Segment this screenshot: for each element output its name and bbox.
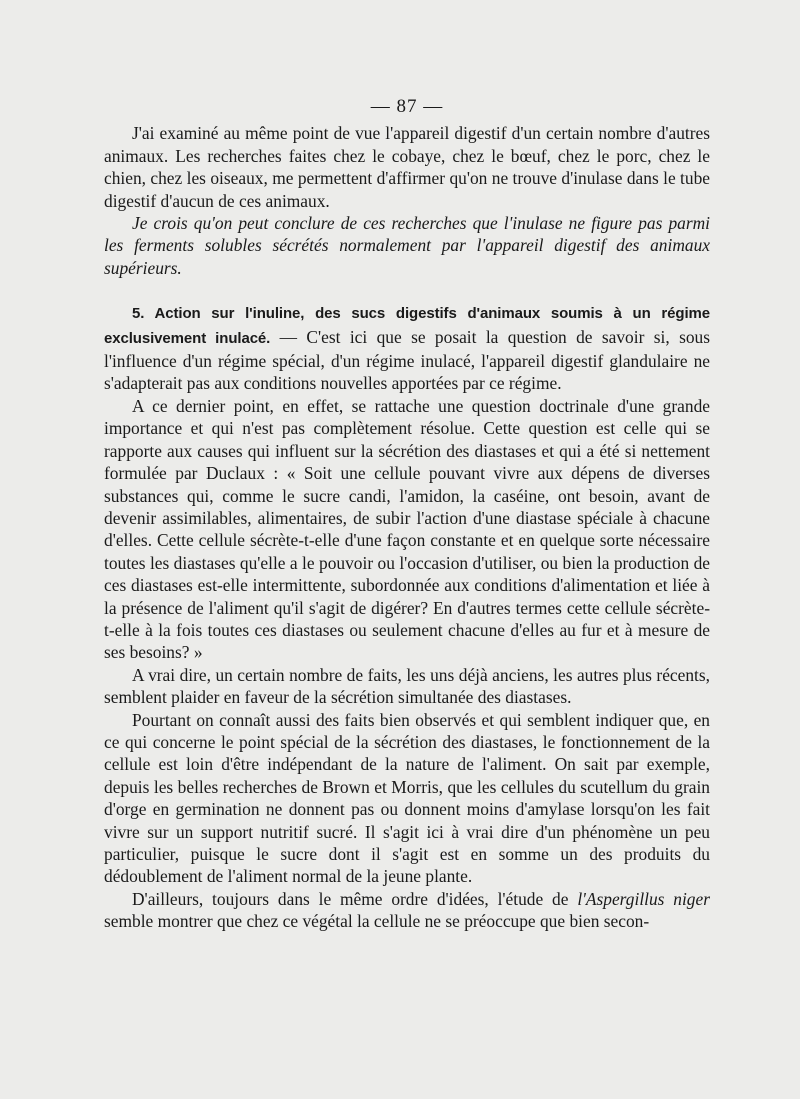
section-heading: 5. Action sur l'inuline, des sucs digestifs d'animaux soumis à un régime exclusivement inulacé. [104, 305, 710, 347]
paragraph-5: A vrai dire, un certain nombre de faits, les uns déjà anciens, les autres plus récents, semblent plaider en faveur de la sécrétion simultanée des diastases. [104, 664, 710, 708]
paragraph-7 [104, 888, 710, 933]
text-column [104, 96, 710, 933]
paragraph-4: A ce dernier point, en effet, se rattache une question doctrinale d'une grande importance et qui n'est pas complètement résolue. Cette question est celle qui se rapporte aux causes qui influent sur la sécrétion des diastases et qui a été si nettement formulée par Duclaux : « Soit une cellule pouvant vivre aux dépens de diverses substances qui, comme le sucre candi, l'amidon, la caséine, ont besoin, avant de devenir assimilables, alimentaires, de subir l'action d'une diastase spéciale à chacune d'elles. Cette cellule sécrète-t-elle d'une façon constante et en quelque sorte nécessaire toutes les diastases qu'elle a le pouvoir ou l'occasion d'utiliser, ou bien la production de ces diastases est-elle intermittente, subordonnée aux conditions d'alimentation et liée à la présence de l'aliment qu'il s'agit de digérer? En d'autres termes cette cellule sécrète-t-elle à la fois toutes ces diastases ou seulement chacune d'elles au fur et à mesure de ses besoins? » [104, 395, 710, 663]
paragraph-2-conclusion: Je crois qu'on peut conclure de ces recherches que l'inulase ne figure pas parmi les ferments solubles sécrétés normalement par l'appareil digestif des animaux supérieurs. [104, 213, 710, 278]
paragraph-7-end: semble montrer que chez ce végétal la cellule ne se préoccupe que bien secon- [104, 911, 650, 932]
paragraph-7-start: D'ailleurs, toujours dans le même ordre d'idées, l'étude de [132, 888, 578, 909]
paragraph-3 [104, 301, 710, 395]
paragraph-3-text: — C'est ici que se posait la question de savoir si, sous l'influence d'un régime spécial, d'un régime inulacé, l'appareil digestif glandulaire ne s'adapterait pas aux conditions nouvelles apportées par ce régime. [104, 326, 710, 394]
paragraph-1: J'ai examiné au même point de vue l'appareil digestif d'un certain nombre d'autres animaux. Les recherches faites chez le cobaye, chez le bœuf, chez le porc, chez le chien, chez les oiseaux, me permettent d'affirmer qu'on ne trouve d'inulase dans le tube digestif d'aucun de ces animaux. [104, 123, 710, 211]
species-name: l'Aspergillus niger [577, 888, 710, 909]
paragraph-6: Pourtant on connaît aussi des faits bien observés et qui semblent indiquer que, en ce qui concerne le point spécial de la sécrétion des diastases, le fonctionnement de la cellule est loin d'être indépendant de la nature de l'aliment. On sait par exemple, depuis les belles recherches de Brown et Morris, que les cellules du scutellum du grain d'orge en germination ne donnent pas ou donnent moins d'amylase lorsqu'on les fait vivre sur un support nutritif sucré. Il s'agit ici à vrai dire d'un phénomène un peu particulier, puisque le sucre dont il s'agit est en somme un des produits du dédoublement de l'aliment normal de la jeune plante. [104, 709, 710, 887]
page-number: — 87 — [370, 96, 444, 117]
